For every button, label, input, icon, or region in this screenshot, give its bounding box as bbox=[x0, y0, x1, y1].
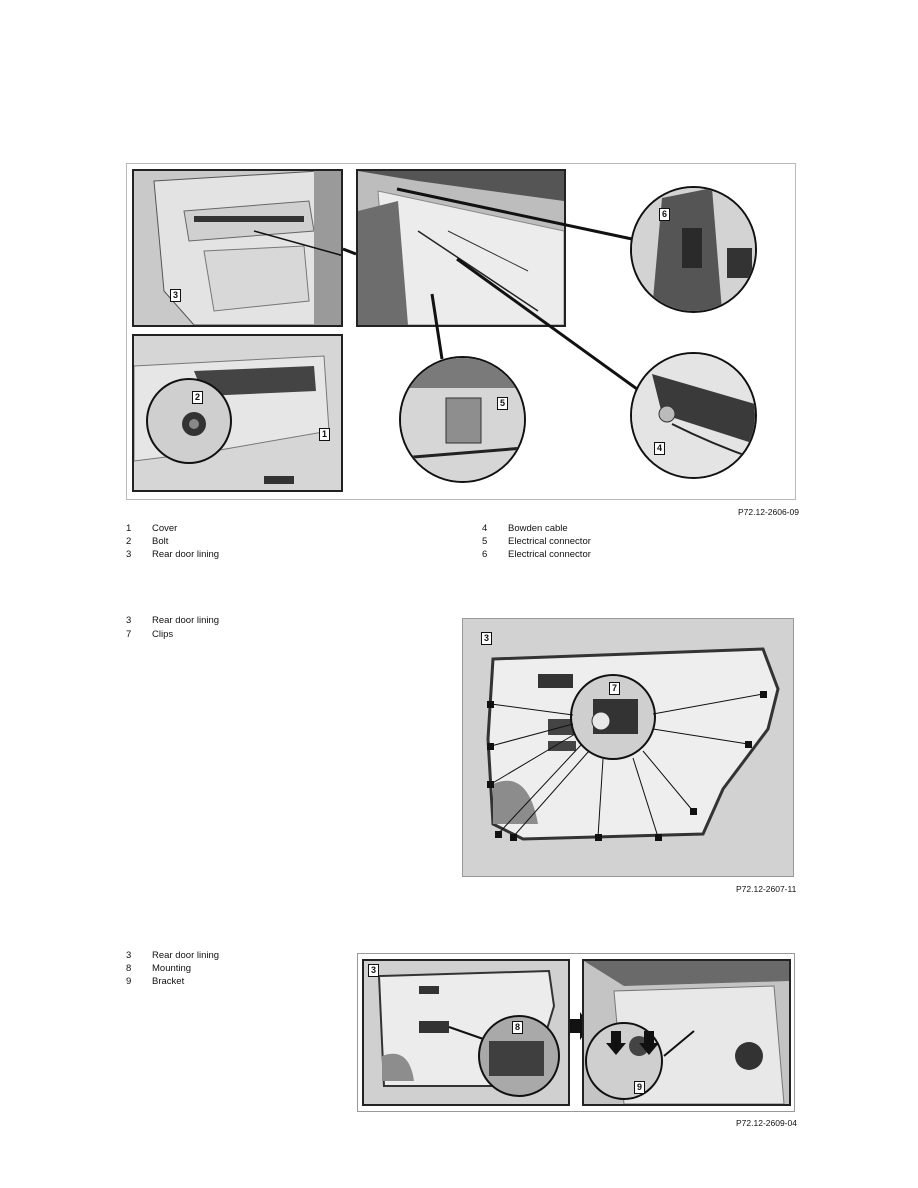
figure-1-code: P72.12-2606-09 bbox=[738, 507, 799, 517]
figure-2-frame bbox=[462, 618, 794, 877]
callout-7: 7 bbox=[609, 682, 620, 695]
figure-3-photo-door-bracket bbox=[582, 959, 791, 1106]
callout-3: 3 bbox=[170, 289, 181, 302]
figure-1-frame bbox=[126, 163, 796, 500]
legend-row: 7 Clips bbox=[126, 629, 174, 640]
legend-row: 6 Electrical connector bbox=[482, 549, 591, 560]
detail-circle-4 bbox=[630, 352, 757, 479]
figure-1-photo-inner-door bbox=[356, 169, 566, 327]
legend-row: 2 Bolt bbox=[126, 536, 169, 547]
bowden-cable-illustration bbox=[632, 354, 755, 477]
callout-9: 9 bbox=[634, 1081, 645, 1094]
detail-circle-5 bbox=[399, 356, 526, 483]
figure-1-photo-cover bbox=[132, 334, 343, 492]
legend-row: 4 Bowden cable bbox=[482, 523, 568, 534]
callout-2: 2 bbox=[192, 391, 203, 404]
inner-door-illustration bbox=[358, 171, 564, 325]
legend-row: 5 Electrical connector bbox=[482, 536, 591, 547]
legend-row: 1 Cover bbox=[126, 523, 178, 534]
figure-2-code: P72.12-2607-11 bbox=[736, 884, 797, 894]
cover-detail-illustration bbox=[134, 336, 341, 490]
door-lining-illustration bbox=[134, 171, 341, 325]
figure-3-code: P72.12-2609-04 bbox=[736, 1118, 797, 1128]
legend-row: 3 Rear door lining bbox=[126, 615, 220, 626]
callout-3: 3 bbox=[481, 632, 492, 645]
connector-6-illustration bbox=[632, 188, 755, 311]
door-bracket-illustration bbox=[584, 961, 789, 1104]
door-lining-clips-illustration bbox=[463, 619, 793, 876]
legend-row: 9 Bracket bbox=[126, 976, 185, 987]
figure-3-photo-lining bbox=[362, 959, 570, 1106]
figure-3-frame bbox=[357, 953, 795, 1112]
legend-row: 3 Rear door lining bbox=[126, 950, 220, 961]
legend-row: 3 Rear door lining bbox=[126, 549, 220, 560]
lining-mounting-illustration bbox=[364, 961, 568, 1104]
callout-1: 1 bbox=[319, 428, 330, 441]
figure-1-photo-door bbox=[132, 169, 343, 327]
callout-6: 6 bbox=[659, 208, 670, 221]
callout-5: 5 bbox=[497, 397, 508, 410]
callout-8: 8 bbox=[512, 1021, 523, 1034]
legend-row: 8 Mounting bbox=[126, 963, 192, 974]
callout-3: 3 bbox=[368, 964, 379, 977]
callout-4: 4 bbox=[654, 442, 665, 455]
detail-circle-6 bbox=[630, 186, 757, 313]
connector-5-illustration bbox=[401, 358, 524, 481]
